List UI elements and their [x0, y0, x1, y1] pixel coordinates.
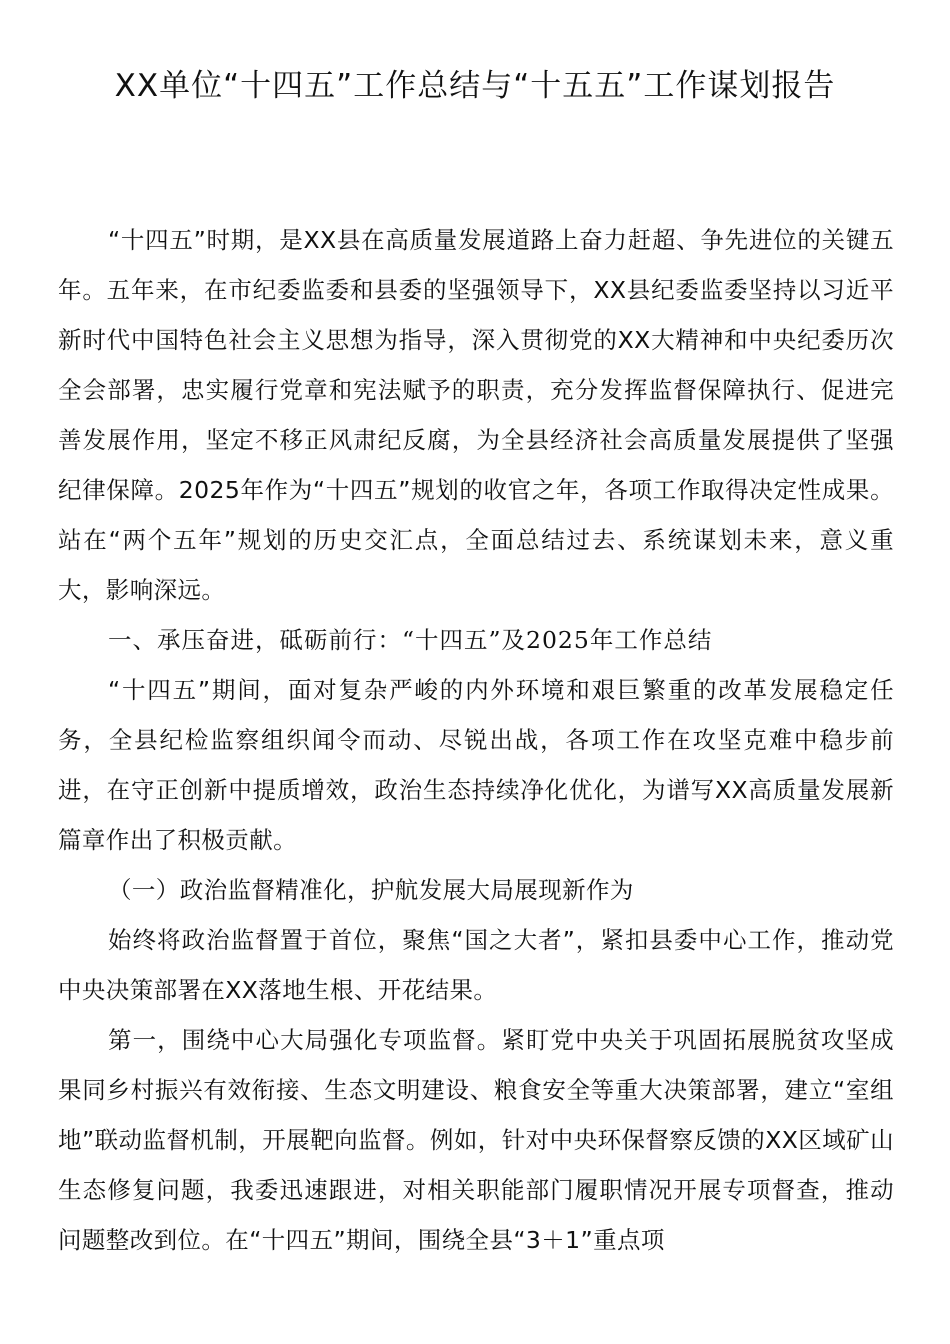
section-1-intro-paragraph: “十四五”期间，面对复杂严峻的内外环境和艰巨繁重的改革发展稳定任务，全县纪检监察组织闻令而动、尽锐出战，各项工作在攻坚克难中稳步前进，在守正创新中提质增效，政治生态持续净化优化，为谱写XX高质量发展新篇章作出了积极贡献。	[58, 676, 894, 854]
intro-paragraph: “十四五”时期，是XX县在高质量发展道路上奋力赶超、争先进位的关键五年。五年来，在市纪委监委和县委的坚强领导下，XX县纪委监委坚持以习近平新时代中国特色社会主义思想为指导，深入贯彻党的XX大精神和中央纪委历次全会部署，忠实履行党章和宪法赋予的职责，充分发挥监督保障执行、促进完善发展作用，坚定不移正风肃纪反腐，为全县经济社会高质量发展提供了坚强纪律保障。2025年作为“十四五”规划的收官之年，各项工作取得决定性成果。站在“两个五年”规划的历史交汇点，全面总结过去、系统谋划未来，意义重大，影响深远。	[58, 226, 894, 604]
subsection-1-intro-paragraph: 始终将政治监督置于首位，聚焦“国之大者”，紧扣县委中心工作，推动党中央决策部署在XX落地生根、开花结果。	[58, 926, 894, 1004]
point-1-paragraph: 第一，围绕中心大局强化专项监督。紧盯党中央关于巩固拓展脱贫攻坚成果同乡村振兴有效衔接、生态文明建设、粮食安全等重大决策部署，建立“室组地”联动监督机制，开展靶向监督。例如，针对中央环保督察反馈的XX区域矿山生态修复问题，我委迅速跟进，对相关职能部门履职情况开展专项督查，推动问题整改到位。在“十四五”期间，围绕全县“3＋1”重点项	[58, 1026, 894, 1254]
subsection-1-heading: （一）政治监督精准化，护航发展大局展现新作为	[108, 876, 634, 904]
section-1-heading: 一、承压奋进，砥砺前行：“十四五”及2025年工作总结	[108, 626, 713, 654]
document-title: XX单位“十四五”工作总结与“十五五”工作谋划报告	[114, 68, 836, 104]
document-body	[58, 215, 894, 1265]
